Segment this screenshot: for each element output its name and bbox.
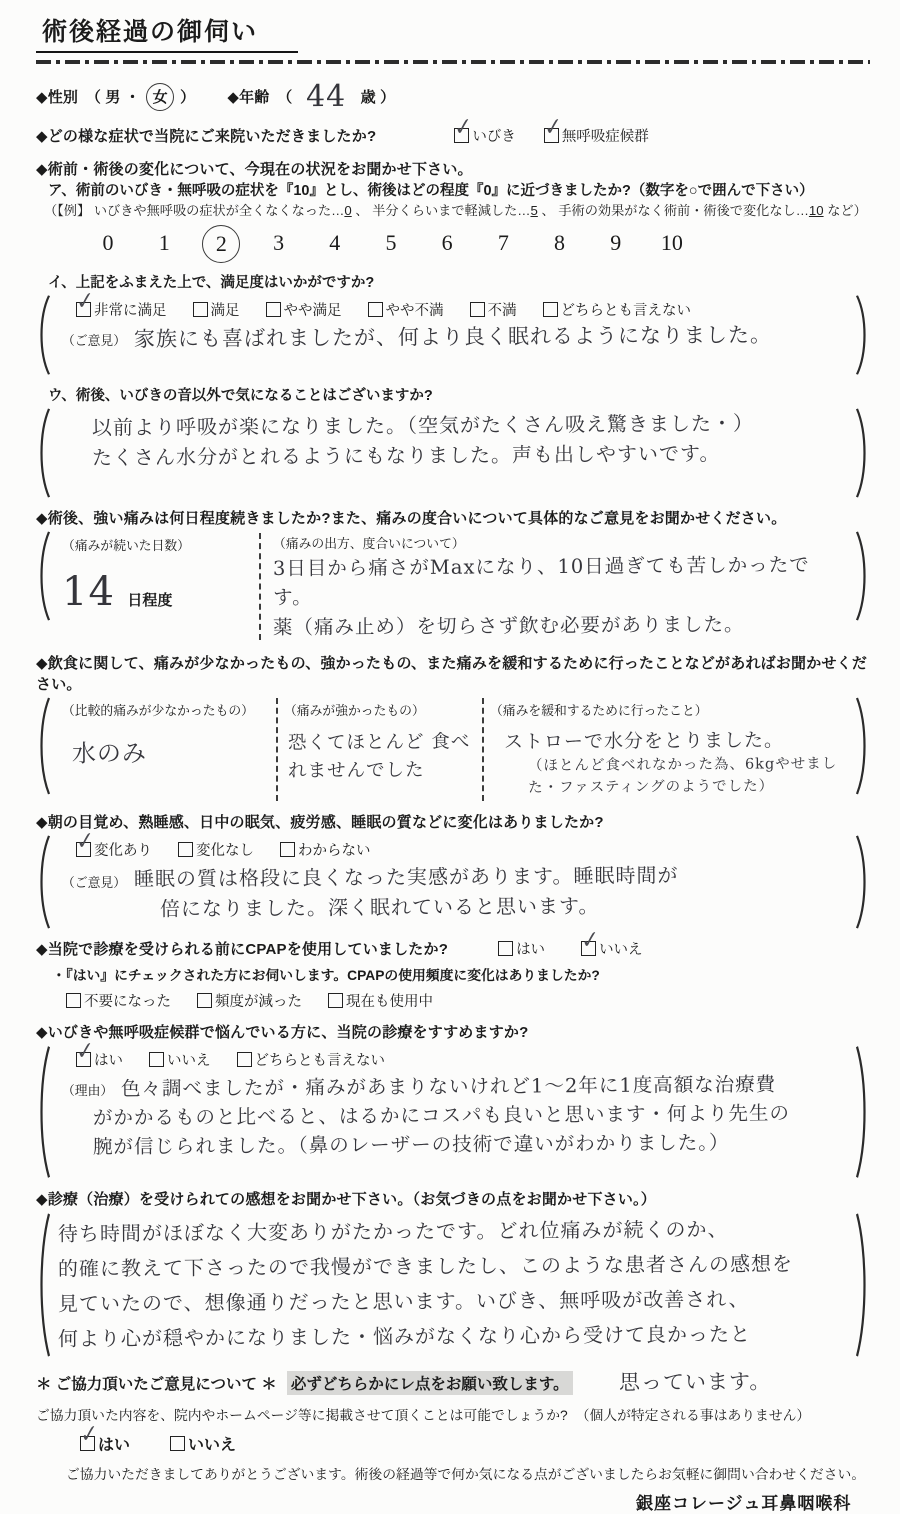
scale-number[interactable]: 0 xyxy=(102,230,114,255)
checkbox-yaya-manzoku[interactable] xyxy=(266,299,342,320)
impression-continuation-handwritten: 思っています。 xyxy=(618,1369,771,1395)
satisfaction-box xyxy=(36,285,870,376)
eating-col-least-pain xyxy=(56,698,276,801)
checkbox-label: どちらとも言えない xyxy=(254,1052,385,1069)
paren-left-decoration xyxy=(36,834,52,930)
checkbox-hindo-hetta[interactable] xyxy=(197,990,302,1011)
scale-number[interactable]: 10 xyxy=(660,230,683,255)
eating-col-text-handwritten: 水のみ xyxy=(71,738,148,768)
scale-number[interactable]: 5 xyxy=(385,230,397,255)
checkmark-icon: ✓ xyxy=(75,285,96,316)
pain-detail-line1: 3日目から痛さがMaxになり、10日過ぎても苦しかったです。 xyxy=(272,553,810,610)
checkbox-label: やや不満 xyxy=(385,303,444,319)
pain-days-value-handwritten: 14 xyxy=(62,569,115,615)
recommend-box xyxy=(36,1035,870,1180)
recommend-reason-line2: がかかるものと比べると、はるかにコスパも良いと思います・何より先生の xyxy=(93,1101,791,1130)
checkmark-icon: ✓ xyxy=(75,1035,96,1065)
eating-col-label: （比較的痛みが少なかったもの） xyxy=(62,702,254,718)
change-section xyxy=(36,158,870,263)
checkbox-square xyxy=(193,302,208,317)
paren-right-decoration xyxy=(854,1044,870,1180)
checkbox-square xyxy=(498,941,513,956)
example-text: など） xyxy=(823,203,867,218)
checkbox-fuman[interactable] xyxy=(470,299,517,320)
consent-question-note: （個人が特定される事はありません） xyxy=(575,1408,811,1424)
example-text: （【例】 いびきや無呼吸の症状が全くなくなった… xyxy=(44,203,345,218)
pain-detail-column xyxy=(273,533,844,640)
checkbox-square xyxy=(76,1052,91,1067)
checkbox-square xyxy=(368,302,383,317)
eating-col-label: （痛みが強かったもの） xyxy=(284,702,425,718)
checkbox-label: いいえ xyxy=(599,941,643,958)
change-heading: ◆術前・術後の変化について、今現在の状況をお聞かせ下さい。 xyxy=(36,161,473,178)
pain-days-column xyxy=(62,533,247,640)
pain-days-unit: 日程度 xyxy=(127,592,173,609)
pain-detail-label: （痛みの出方、度合いについて） xyxy=(273,536,465,551)
eating-box xyxy=(36,696,870,803)
impression-box xyxy=(36,1211,870,1359)
checkbox-label: はい xyxy=(516,941,546,958)
pain-days-label: （痛みが続いた日数） xyxy=(62,538,190,553)
eating-col-note-handwritten: （ほとんど食べれなかった為、6kgやせました・ファスティングのようでした） xyxy=(527,756,838,797)
checkbox-label: 変化なし xyxy=(196,842,254,859)
checkbox-square xyxy=(237,1052,252,1067)
checkmark-icon: ✓ xyxy=(580,924,601,954)
scale-number[interactable]: 6 xyxy=(441,230,453,255)
checkbox-rec-iie[interactable] xyxy=(149,1049,211,1070)
cpap-section xyxy=(36,924,870,1011)
pain-heading: ◆術後、強い痛みは何日程度続きましたか?また、痛みの度合いについて具体的なご意見をお聞かせください。 xyxy=(36,510,787,527)
paren-right-decoration xyxy=(854,294,870,376)
eating-heading: ◆飲食に関して、痛みが少なかったもの、強かったもの、また痛みを緩和するために行ったことなどがあればお聞かせください。 xyxy=(36,654,868,693)
dash-dot-divider xyxy=(36,60,870,64)
checkbox-square xyxy=(328,993,343,1008)
eating-col-text-handwritten: ストローで水分をとりました。 xyxy=(503,728,785,753)
scale-row xyxy=(90,225,690,263)
symptom-question: ◆どの様な症状で当院にご来院いただきましたか? xyxy=(36,128,377,145)
checkbox-square xyxy=(581,941,596,956)
checkbox-ibiki[interactable] xyxy=(453,111,516,146)
checkmark-icon: ✓ xyxy=(79,1419,100,1449)
scale-number[interactable]: 9 xyxy=(610,230,622,255)
checkbox-cpap-hai[interactable] xyxy=(498,938,545,959)
cpap-question: ◆当院で診療を受けられる前にCPAPを使用していましたか? xyxy=(36,940,449,958)
checkbox-label: どちらとも言えない xyxy=(560,303,691,319)
impression-line2: 的確に教えて下さったので我慢ができましたし、このような患者さんの感想を xyxy=(57,1251,794,1281)
sound-box xyxy=(36,407,870,499)
paren-left-decoration xyxy=(36,407,52,499)
checkbox-square xyxy=(149,1052,164,1067)
scale-number-selected[interactable]: 2 xyxy=(202,225,240,263)
reason-label: （理由） xyxy=(62,1082,114,1098)
checkbox-label: 満足 xyxy=(210,303,240,319)
eating-col-relief xyxy=(484,698,850,801)
checkbox-label: わからない xyxy=(298,842,371,859)
checkbox-rec-hai[interactable] xyxy=(75,1035,123,1070)
paren-right-decoration xyxy=(854,1211,870,1359)
checkbox-label: 不要になった xyxy=(84,993,171,1010)
checkbox-consent-hai[interactable] xyxy=(79,1419,131,1455)
symptom-row xyxy=(36,111,870,146)
cpap-followup: ・『はい』にチェックされた方にお伺いします。CPAPの使用頻度に変化はありましたか? xyxy=(52,967,600,983)
sound-question: ウ、術後、いびきの音以外で気になることはございますか? xyxy=(48,388,433,404)
checkbox-henka-nashi[interactable] xyxy=(178,839,254,860)
paren-right-decoration xyxy=(854,696,870,796)
checkbox-square xyxy=(76,842,91,857)
checkbox-label: いびき xyxy=(472,129,516,145)
dashed-divider xyxy=(259,533,261,640)
impression-heading: ◆診療（治療）を受けられての感想をお聞かせ下さい。（お気づきの点をお聞かせ下さい。） xyxy=(36,1190,656,1208)
checkbox-label: やや満足 xyxy=(283,303,342,319)
eating-col-label: （痛みを緩和するために行ったこと） xyxy=(490,702,708,718)
satisfaction-comment-handwritten: 家族にも喜ばれましたが、何より良く眠れるようになりました。 xyxy=(133,322,773,352)
example-num-10: 10 xyxy=(808,203,824,218)
checkbox-label: 頻度が減った xyxy=(215,993,302,1010)
form-header xyxy=(36,12,870,64)
checkmark-icon: ✓ xyxy=(543,111,563,142)
consent-note-highlight: 必ずどちらかにレ点をお願い致します。 xyxy=(287,1371,573,1395)
sleep-question: ◆朝の目覚め、熟睡感、日中の眠気、疲労感、睡眠の質などに変化はありましたか? xyxy=(36,813,604,831)
gender-suffix: ） xyxy=(180,89,196,106)
impression-line1: 待ち時間がほぼなく大変ありがたかったです。どれ位痛みが続くのか、 xyxy=(57,1216,729,1246)
sleep-options xyxy=(75,825,844,860)
example-text: 、 半分くらいまで軽減した… xyxy=(351,203,531,218)
checkbox-label: 現在も使用中 xyxy=(346,993,433,1010)
thanks-message: ご協力いただきましてありがとうございます。術後の経過等で何か気になる点がございましたらお気軽に御問い合わせください。 xyxy=(66,1467,866,1483)
checkbox-square xyxy=(280,842,295,857)
change-sub-a: ア、術前のいびき・無呼吸の症状を『10』とし、術後はどの程度『0』に近づきましたか?（数字を○で囲んで下さい） xyxy=(48,183,814,199)
example-num-0: 0 xyxy=(344,203,352,218)
cpap-followup-options xyxy=(66,990,870,1011)
pain-box xyxy=(36,530,870,644)
checkbox-label: 非常に満足 xyxy=(94,303,167,319)
checkbox-label: 無呼吸症候群 xyxy=(561,129,649,145)
checkbox-square xyxy=(266,302,281,317)
consent-question: ご協力頂いた内容を、院内やホームページ等に掲載させて頂くことは可能でしょうか? xyxy=(36,1408,568,1424)
checkbox-label: 変化あり xyxy=(94,842,152,859)
sound-comment-line1: 以前より呼吸が楽になりました。（空気がたくさん吸え驚きました・） xyxy=(91,411,755,440)
sleep-box xyxy=(36,825,870,930)
checkbox-square xyxy=(80,1436,95,1451)
eating-col-most-pain xyxy=(278,698,482,801)
checkbox-mukokyu[interactable] xyxy=(543,111,649,146)
scale-number[interactable]: 3 xyxy=(273,230,285,255)
checkbox-square xyxy=(178,842,193,857)
paren-left-decoration xyxy=(36,294,52,376)
recommend-options xyxy=(75,1035,844,1070)
checkmark-icon: ✓ xyxy=(453,111,474,142)
age-value-handwritten: 44 xyxy=(306,78,347,115)
paren-left-decoration xyxy=(36,530,52,622)
paren-right-decoration xyxy=(854,407,870,499)
example-text: 、 手術の効果がなく術前・術後で変化なし… xyxy=(537,203,809,218)
scale-number[interactable]: 7 xyxy=(497,230,509,255)
age-suffix: 歳 ） xyxy=(360,89,396,106)
checkbox-square xyxy=(544,128,559,143)
checkbox-cpap-iie[interactable] xyxy=(580,924,643,959)
sleep-comment-line2: 倍になりました。深く眠れていると思います。 xyxy=(159,893,600,921)
recommend-reason-line1: 色々調べましたが・痛みがあまりないけれど1〜2年に1度高額な治療費 xyxy=(121,1072,777,1101)
paren-left-decoration xyxy=(36,696,52,796)
checkbox-hijoni-manzoku[interactable] xyxy=(75,285,167,320)
checkbox-square xyxy=(543,302,558,317)
age-label: ◆年齢 （ xyxy=(227,89,293,106)
comment-label: （ご意見） xyxy=(62,333,126,348)
paren-left-decoration xyxy=(36,1044,52,1180)
paren-right-decoration xyxy=(854,834,870,930)
checkbox-yaya-fuman[interactable] xyxy=(368,299,444,320)
page-title: 術後経過の御伺い xyxy=(36,12,298,53)
checkbox-genzai-shiyou[interactable] xyxy=(328,990,433,1011)
sleep-comment-line1: 睡眠の質は格段に良くなった実感があります。睡眠時間が xyxy=(133,862,679,891)
checkbox-manzoku[interactable] xyxy=(193,299,240,320)
gender-circled-female[interactable]: 女 xyxy=(146,83,174,111)
scale-number[interactable]: 1 xyxy=(158,230,170,255)
checkbox-label: はい xyxy=(94,1052,123,1069)
sound-comment-line2: たくさん水分がとれるようにもなりました。声も出しやすいです。 xyxy=(91,441,721,470)
checkbox-dochiratomo[interactable] xyxy=(543,299,692,320)
checkbox-label: いいえ xyxy=(167,1052,211,1069)
paren-right-decoration xyxy=(854,530,870,622)
impression-line3: 見ていたので、想像通りだったと思います。いびき、無呼吸が改善され、 xyxy=(57,1286,750,1316)
consent-options xyxy=(79,1419,870,1455)
checkmark-icon: ✓ xyxy=(75,825,96,855)
checkbox-fuyou[interactable] xyxy=(66,990,171,1011)
satisfaction-question: イ、上記をふまえた上で、満足度はいかがですか? xyxy=(48,275,375,291)
profile-row xyxy=(36,74,870,119)
checkbox-label: 不満 xyxy=(487,303,517,319)
comment-label: （ご意見） xyxy=(62,874,126,890)
checkbox-square xyxy=(76,302,91,317)
change-example xyxy=(44,200,870,219)
impression-line4: 何より心が穏やかになりました・悩みがなくなり心から受けて良かったと xyxy=(57,1321,752,1351)
checkbox-square xyxy=(454,128,469,143)
clinic-name: 銀座コレージュ耳鼻咽喉科 xyxy=(636,1494,852,1514)
scale-number[interactable]: 8 xyxy=(554,230,565,255)
checkbox-rec-dochira[interactable] xyxy=(237,1049,386,1070)
pain-detail-line2: 薬（痛み止め）を切らさず飲む必要がありました。 xyxy=(272,612,745,639)
paren-left-decoration xyxy=(36,1211,52,1359)
checkbox-square xyxy=(66,993,81,1008)
gender-label: ◆性別 （ 男 ・ xyxy=(36,89,141,106)
scale-number[interactable]: 4 xyxy=(329,230,341,255)
checkbox-wakaranai[interactable] xyxy=(280,839,371,860)
checkbox-consent-iie[interactable] xyxy=(170,1432,236,1455)
consent-section xyxy=(36,1367,870,1514)
checkbox-label: はい xyxy=(98,1437,131,1455)
checkbox-square xyxy=(470,302,485,317)
checkbox-label: いいえ xyxy=(188,1437,237,1455)
consent-note-prefix: ＊ ご協力頂いたご意見について ＊ xyxy=(36,1375,277,1393)
recommend-reason-line3: 腕が信じられました。（鼻のレーザーの技術で違いがわかりました。） xyxy=(93,1131,730,1159)
example-num-5: 5 xyxy=(530,203,538,218)
satisfaction-options xyxy=(75,285,844,320)
eating-col-text-handwritten: 恐くてほとんど 食べれませんでした xyxy=(287,731,471,782)
checkbox-henka-ari[interactable] xyxy=(75,825,152,860)
checkbox-square xyxy=(197,993,212,1008)
recommend-question: ◆いびきや無呼吸症候群で悩んでいる方に、当院の診療をすすめますか? xyxy=(36,1023,529,1041)
checkbox-square xyxy=(170,1436,185,1451)
